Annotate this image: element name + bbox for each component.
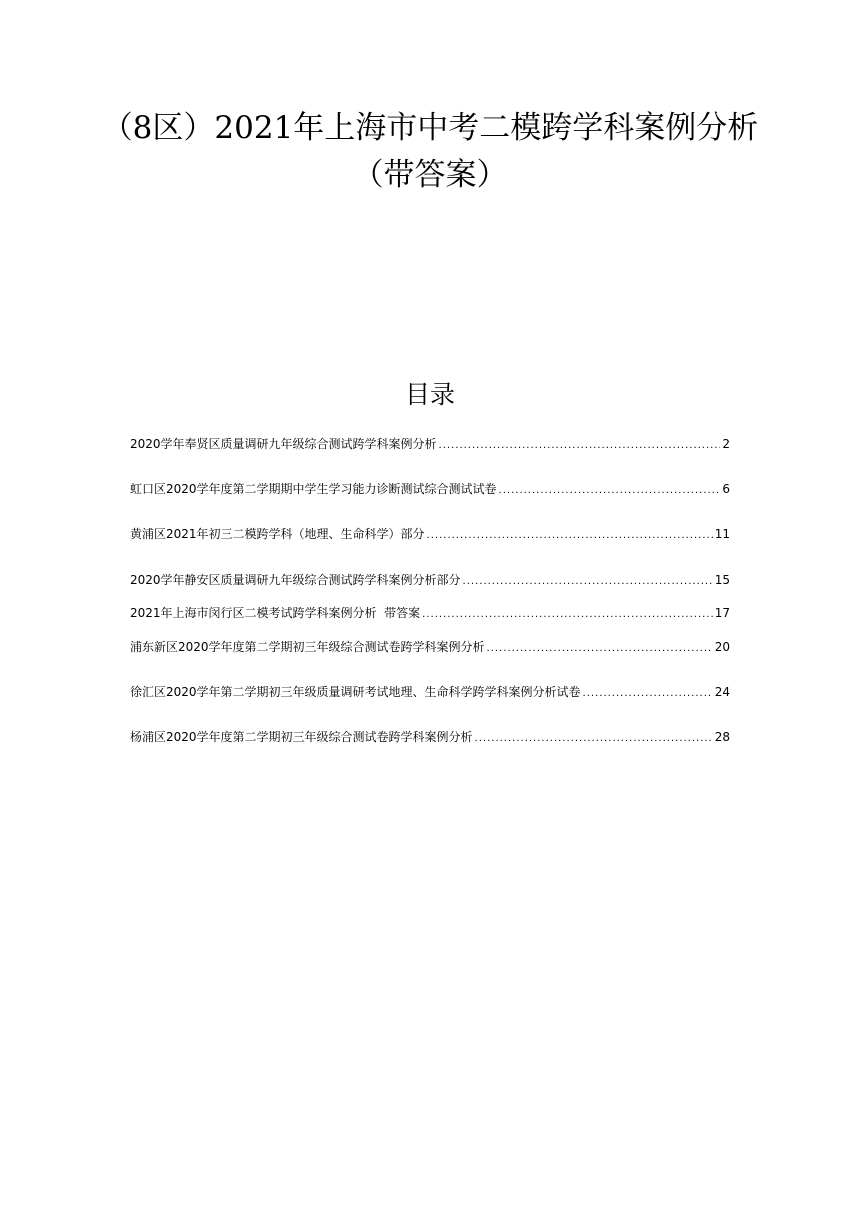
toc-entry-label: 浦东新区2020学年度第二学期初三年级综合测试卷跨学科案例分析	[130, 640, 485, 654]
toc-entry-page: 11	[714, 527, 730, 541]
toc-entry-label: 2021年上海市闵行区二模考试跨学科案例分析 带答案	[130, 606, 421, 620]
toc-entry-label: 杨浦区2020学年度第二学期初三年级综合测试卷跨学科案例分析	[130, 730, 473, 744]
toc-dot-leader	[583, 686, 713, 702]
toc-entry[interactable]	[130, 479, 730, 499]
toc-dot-leader	[439, 438, 721, 454]
toc-entry[interactable]	[130, 524, 730, 544]
toc-entry[interactable]	[130, 637, 730, 657]
toc-entry-page: 20	[714, 640, 730, 654]
toc-entry-page: 2	[722, 437, 730, 451]
toc-entry-label: 虹口区2020学年度第二学期期中学生学习能力诊断测试综合测试试卷	[130, 482, 497, 496]
toc-dot-leader	[427, 528, 713, 544]
toc-heading: 目录	[404, 380, 455, 409]
toc-entry-label: 黄浦区2021年初三二模跨学科（地理、生命科学）部分	[130, 527, 425, 541]
toc-entry-page: 24	[714, 685, 730, 699]
toc-entry[interactable]	[130, 603, 730, 623]
toc-dot-leader	[463, 574, 713, 590]
toc-entry-label: 2020学年静安区质量调研九年级综合测试跨学科案例分析部分	[130, 573, 461, 587]
toc-entry[interactable]	[130, 727, 730, 747]
document-subtitle: （带答案）	[352, 157, 508, 193]
toc-dot-leader	[422, 607, 713, 623]
toc-dot-leader	[487, 641, 713, 657]
toc-entry-label: 2020学年奉贤区质量调研九年级综合测试跨学科案例分析	[130, 437, 437, 451]
document-title: （8区）2021年上海市中考二模跨学科案例分析	[101, 110, 759, 146]
toc-entry-page: 15	[714, 573, 730, 587]
toc-dot-leader	[499, 483, 721, 499]
toc-entry-page: 6	[722, 482, 730, 496]
toc-entry[interactable]	[130, 434, 730, 454]
toc-entry[interactable]	[130, 682, 730, 702]
toc-entry-label: 徐汇区2020学年第二学期初三年级质量调研考试地理、生命科学跨学科案例分析试卷	[130, 685, 581, 699]
toc-dot-leader	[475, 731, 713, 747]
toc-entry-page: 17	[714, 606, 730, 620]
toc-entry-page: 28	[714, 730, 730, 744]
toc-entry[interactable]	[130, 570, 730, 590]
